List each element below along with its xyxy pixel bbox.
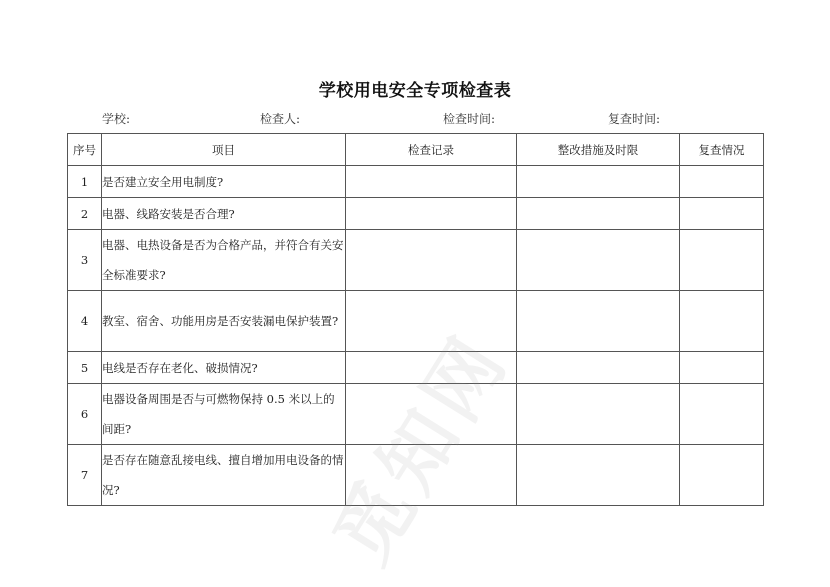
rectification-cell[interactable] <box>517 166 680 198</box>
check-record-cell[interactable] <box>346 230 517 291</box>
row-item: 电器、电热设备是否为合格产品，并符合有关安全标准要求? <box>102 230 346 291</box>
row-number: 2 <box>68 198 102 230</box>
rectification-cell[interactable] <box>517 352 680 384</box>
check-record-cell[interactable] <box>346 166 517 198</box>
header-recheck: 复查情况 <box>680 134 764 166</box>
inspection-table <box>67 133 764 506</box>
check-record-cell[interactable] <box>346 445 517 506</box>
row-item: 电器设备周围是否与可燃物保持 0.5 米以上的间距? <box>102 384 346 445</box>
row-number: 1 <box>68 166 102 198</box>
recheck-cell[interactable] <box>680 445 764 506</box>
header-check-record: 检查记录 <box>346 134 517 166</box>
rectification-cell[interactable] <box>517 198 680 230</box>
row-item: 电线是否存在老化、破损情况? <box>102 352 346 384</box>
row-item: 电器、线路安装是否合理? <box>102 198 346 230</box>
row-item: 教室、宿舍、功能用房是否安装漏电保护装置? <box>102 291 346 352</box>
rectification-cell[interactable] <box>517 230 680 291</box>
table-row <box>68 352 764 384</box>
recheck-cell[interactable] <box>680 198 764 230</box>
row-number: 5 <box>68 352 102 384</box>
header-rectification: 整改措施及时限 <box>517 134 680 166</box>
recheck-cell[interactable] <box>680 230 764 291</box>
table-row <box>68 166 764 198</box>
rectification-cell[interactable] <box>517 291 680 352</box>
check-record-cell[interactable] <box>346 198 517 230</box>
row-number: 4 <box>68 291 102 352</box>
row-item: 是否建立安全用电制度? <box>102 166 346 198</box>
table-row <box>68 384 764 445</box>
row-item: 是否存在随意乱接电线、擅自增加用电设备的情况? <box>102 445 346 506</box>
table-row <box>68 198 764 230</box>
rectification-cell[interactable] <box>517 384 680 445</box>
recheck-time-label: 复查时间: <box>608 112 661 126</box>
school-label: 学校: <box>102 112 131 126</box>
rectification-cell[interactable] <box>517 445 680 506</box>
table-row <box>68 445 764 506</box>
table-header-row <box>68 134 764 166</box>
recheck-cell[interactable] <box>680 166 764 198</box>
table-row <box>68 230 764 291</box>
recheck-cell[interactable] <box>680 352 764 384</box>
check-time-label: 检查时间: <box>443 112 496 126</box>
table-row <box>68 291 764 352</box>
row-number: 3 <box>68 230 102 291</box>
row-number: 7 <box>68 445 102 506</box>
check-record-cell[interactable] <box>346 384 517 445</box>
watermark: 觅知网 <box>316 317 526 579</box>
check-record-cell[interactable] <box>346 352 517 384</box>
document-title: 学校用电安全专项检查表 <box>318 81 512 101</box>
recheck-cell[interactable] <box>680 291 764 352</box>
check-record-cell[interactable] <box>346 291 517 352</box>
header-no: 序号 <box>68 134 102 166</box>
header-item: 项目 <box>102 134 346 166</box>
checker-label: 检查人: <box>260 112 301 126</box>
row-number: 6 <box>68 384 102 445</box>
recheck-cell[interactable] <box>680 384 764 445</box>
